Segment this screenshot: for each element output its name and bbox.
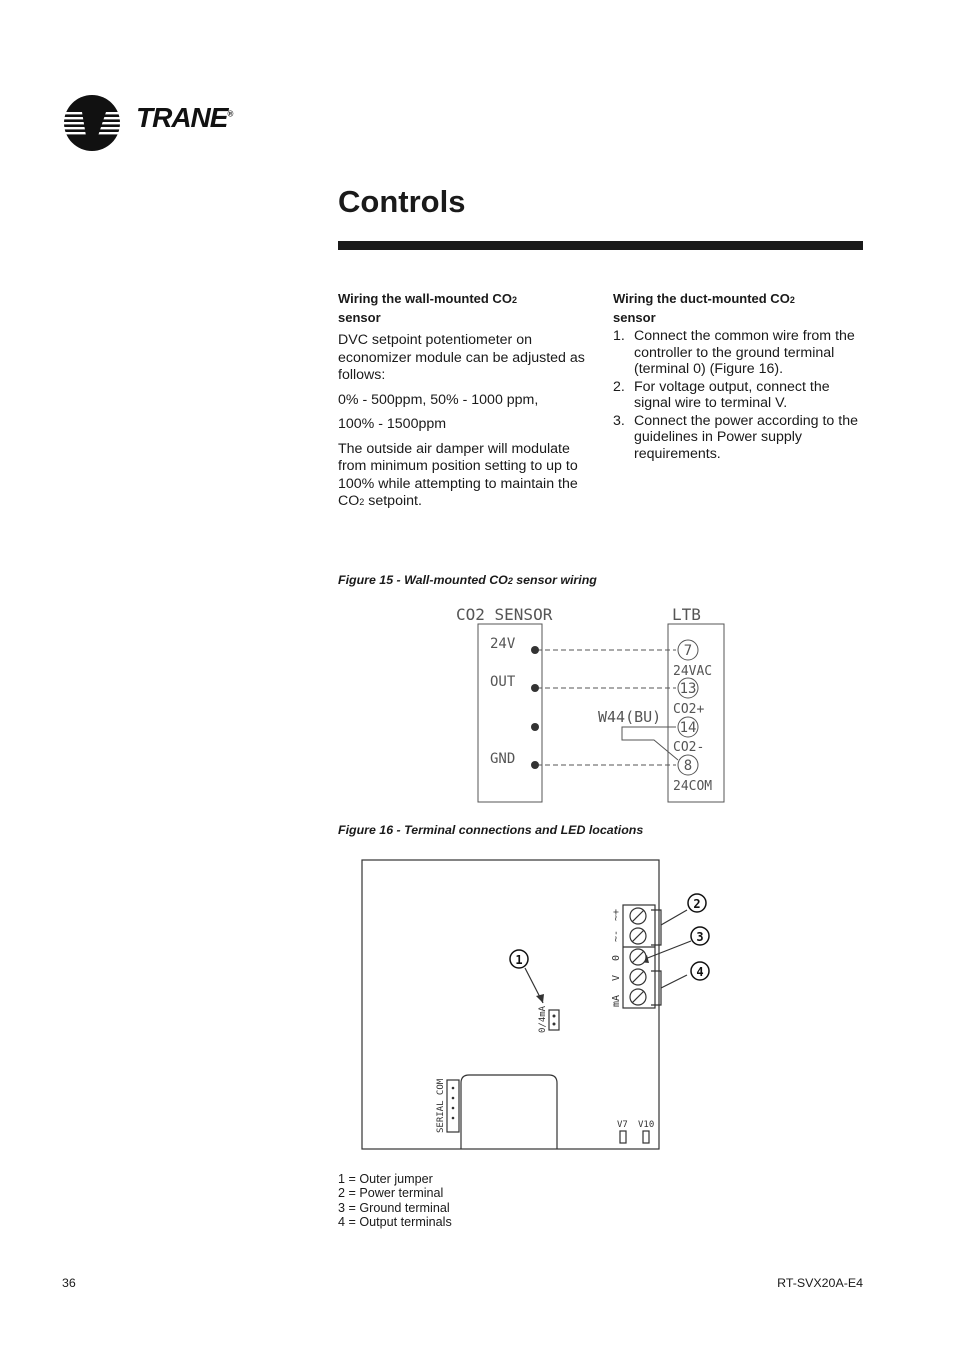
- led-v10: [643, 1131, 649, 1143]
- sensor-title: CO2 SENSOR: [456, 605, 553, 624]
- led-label: V10: [638, 1120, 655, 1130]
- wall-mounted-intro: DVC setpoint potentiometer on economizer module can be adjusted as follows:: [338, 332, 585, 383]
- list-item: 3. Connect the power according to the guidelines in Power supply requirements.: [613, 412, 858, 462]
- callout-label: 1: [515, 953, 523, 967]
- wire-label: W44(BU): [598, 708, 662, 726]
- title-rule: [338, 241, 863, 250]
- co2-sensor-wiring-diagram: [440, 600, 740, 810]
- ltb-terminal-label: CO2-: [673, 740, 705, 755]
- damper-paragraph: The outside air damper will modulate from minimum position setting to up to 100% while attempting to maintain the CO2 setpoint.: [338, 440, 578, 509]
- callout-label: 3: [696, 930, 704, 944]
- brand-wordmark: TRANE®: [136, 102, 233, 133]
- legend-item: 4 = Output terminals: [338, 1214, 452, 1229]
- jumper-label: 0/4mA: [538, 1005, 548, 1033]
- ltb-terminal-label: 24COM: [673, 779, 713, 794]
- setting-line-1: 0% - 500ppm, 50% - 1000 ppm,: [338, 391, 539, 408]
- figure-16-legend: [338, 1172, 452, 1229]
- duct-mounted-heading: Wiring the duct-mounted CO2 sensor: [613, 291, 795, 325]
- ltb-terminal-number: 14: [679, 720, 697, 736]
- ltb-terminal-label: 24VAC: [673, 664, 713, 679]
- duct-mounted-section: [613, 290, 863, 463]
- page-title: Controls: [338, 184, 466, 219]
- power-label: ~-: [611, 929, 622, 942]
- legend-item: 3 = Ground terminal: [338, 1200, 450, 1215]
- terminal-dot: [531, 761, 539, 769]
- callout-label: 4: [696, 965, 704, 979]
- terminal-dot: [531, 646, 539, 654]
- terminal-led-diagram: [355, 855, 725, 1155]
- board-cutout: [461, 1075, 557, 1149]
- wall-mounted-section: [338, 290, 588, 519]
- ltb-terminal-number: 8: [683, 758, 693, 774]
- ltb-terminal-number: 7: [683, 643, 693, 659]
- sensor-terminal-label: GND: [490, 751, 516, 767]
- list-item: 1. Connect the common wire from the controller to the ground terminal (terminal 0) (Figure 16).: [613, 328, 855, 377]
- document-id: RT-SVX20A-E4: [777, 1276, 863, 1290]
- figure-16-caption: Figure 16 - Terminal connections and LED locations: [338, 823, 644, 837]
- ltb-terminal-label: CO2+: [673, 702, 705, 717]
- page-number: 36: [62, 1276, 76, 1290]
- list-item: 2. For voltage output, connect the signal wire to terminal V.: [613, 378, 830, 411]
- terminal-dot: [531, 723, 539, 731]
- ltb-title: LTB: [672, 605, 701, 624]
- setting-line-2: 100% - 1500ppm: [338, 416, 447, 432]
- duct-steps-list: [613, 328, 863, 462]
- led-v7: [620, 1131, 626, 1143]
- sensor-terminal-label: 24V: [490, 636, 516, 652]
- ltb-terminal-number: 13: [679, 681, 697, 697]
- wall-mounted-heading: Wiring the wall-mounted CO2 sensor: [338, 291, 517, 325]
- callout-label: 2: [693, 897, 701, 911]
- legend-item: 1 = Outer jumper: [338, 1172, 433, 1186]
- power-label: ~+: [611, 908, 622, 921]
- w44-jumper-wire: [622, 727, 678, 760]
- sensor-terminal-label: OUT: [490, 674, 516, 690]
- serial-com-label: SERIAL COM: [436, 1078, 446, 1133]
- output-label: 0: [611, 954, 622, 961]
- figure-15-caption: Figure 15 - Wall-mounted CO2 sensor wiring: [338, 573, 597, 587]
- terminal-dot: [531, 684, 539, 692]
- led-label: V7: [617, 1120, 628, 1130]
- jumper: [549, 1010, 559, 1030]
- output-label: mA: [611, 994, 622, 1007]
- legend-item: 2 = Power terminal: [338, 1186, 444, 1201]
- output-label: V: [611, 974, 622, 981]
